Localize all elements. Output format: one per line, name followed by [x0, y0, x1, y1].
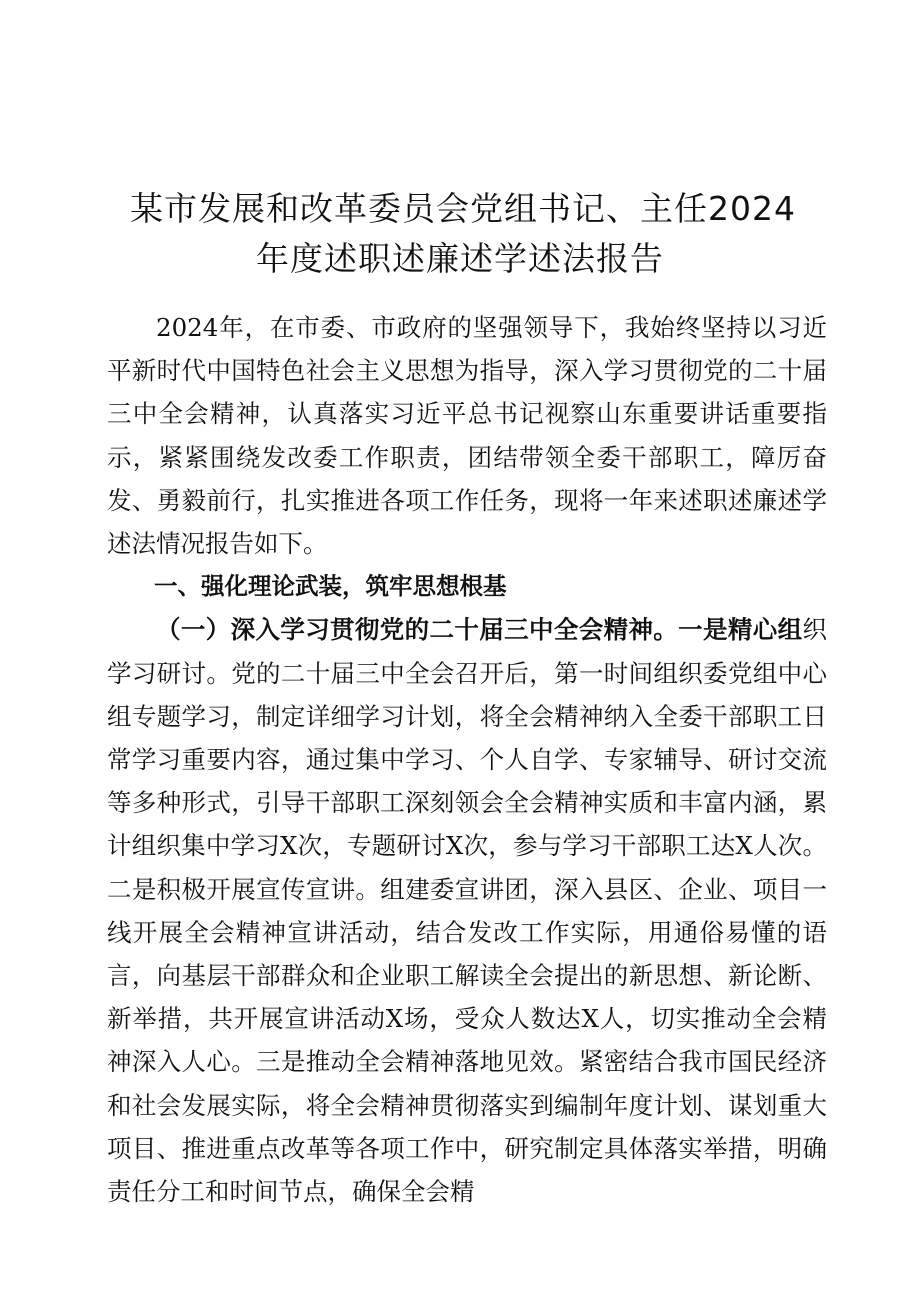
point-1-lead: 一是精心组 [678, 615, 803, 645]
title-line-2: 年度述职述廉述学述法报告 [256, 239, 664, 279]
section-1-heading: 一、强化理论武装，筑牢思想根基 [154, 572, 507, 601]
subsection-1-heading: （一）深入学习贯彻党的二十届三中全会精神。 [156, 615, 679, 645]
document-title [130, 184, 796, 284]
subsection-1-body: 织学习研讨。党的二十届三中全会召开后，第一时间组织委党组中心组专题学习，制定详细学习计划，将全会精神纳入全委干部职工日常学习重要内容，通过集中学习、个人自学、专家辅导、研讨交流等多种形式，引导干部职工深刻领会全会精神实质和丰富内涵，累计组织集中学习X次，专题研讨X次，参与学习干部职工达X人次。二是积极开展宣传宣讲。组建委宣讲团，深入县区、企业、项目一线开展全会精神宣讲活动，结合发改工作实际，用通俗易懂的语言，向基层干部群众和企业职工解读全会提出的新思想、新论断、新举措，共开展宣讲活动X场，受众人数达X人，切实推动全会精神深入人心。三是推动全会精神落地见效。紧密结合我市国民经济和社会发展实际，将全会精神贯彻落实到编制年度计划、谋划重大项目、推进重点改革等各项工作中，研究制定具体落实举措，明确责任分工和时间节点，确保全会精 [107, 615, 827, 1207]
intro-paragraph: 2024年，在市委、市政府的坚强领导下，我始终坚持以习近平新时代中国特色社会主义思想为指导，深入学习贯彻党的二十届三中全会精神，认真落实习近平总书记视察山东重要讲话重要指示，紧紧围绕发改委工作职责，团结带领全委干部职工，障厉奋发、勇毅前行，扎实推进各项工作任务，现将一年来述职述廉述学述法情况报告如下。 [107, 313, 827, 559]
section-1-paragraph-1 [107, 608, 827, 1213]
document-body [107, 306, 827, 1213]
title-line-1: 某市发展和改革委员会党组书记、主任2024 [130, 189, 796, 229]
